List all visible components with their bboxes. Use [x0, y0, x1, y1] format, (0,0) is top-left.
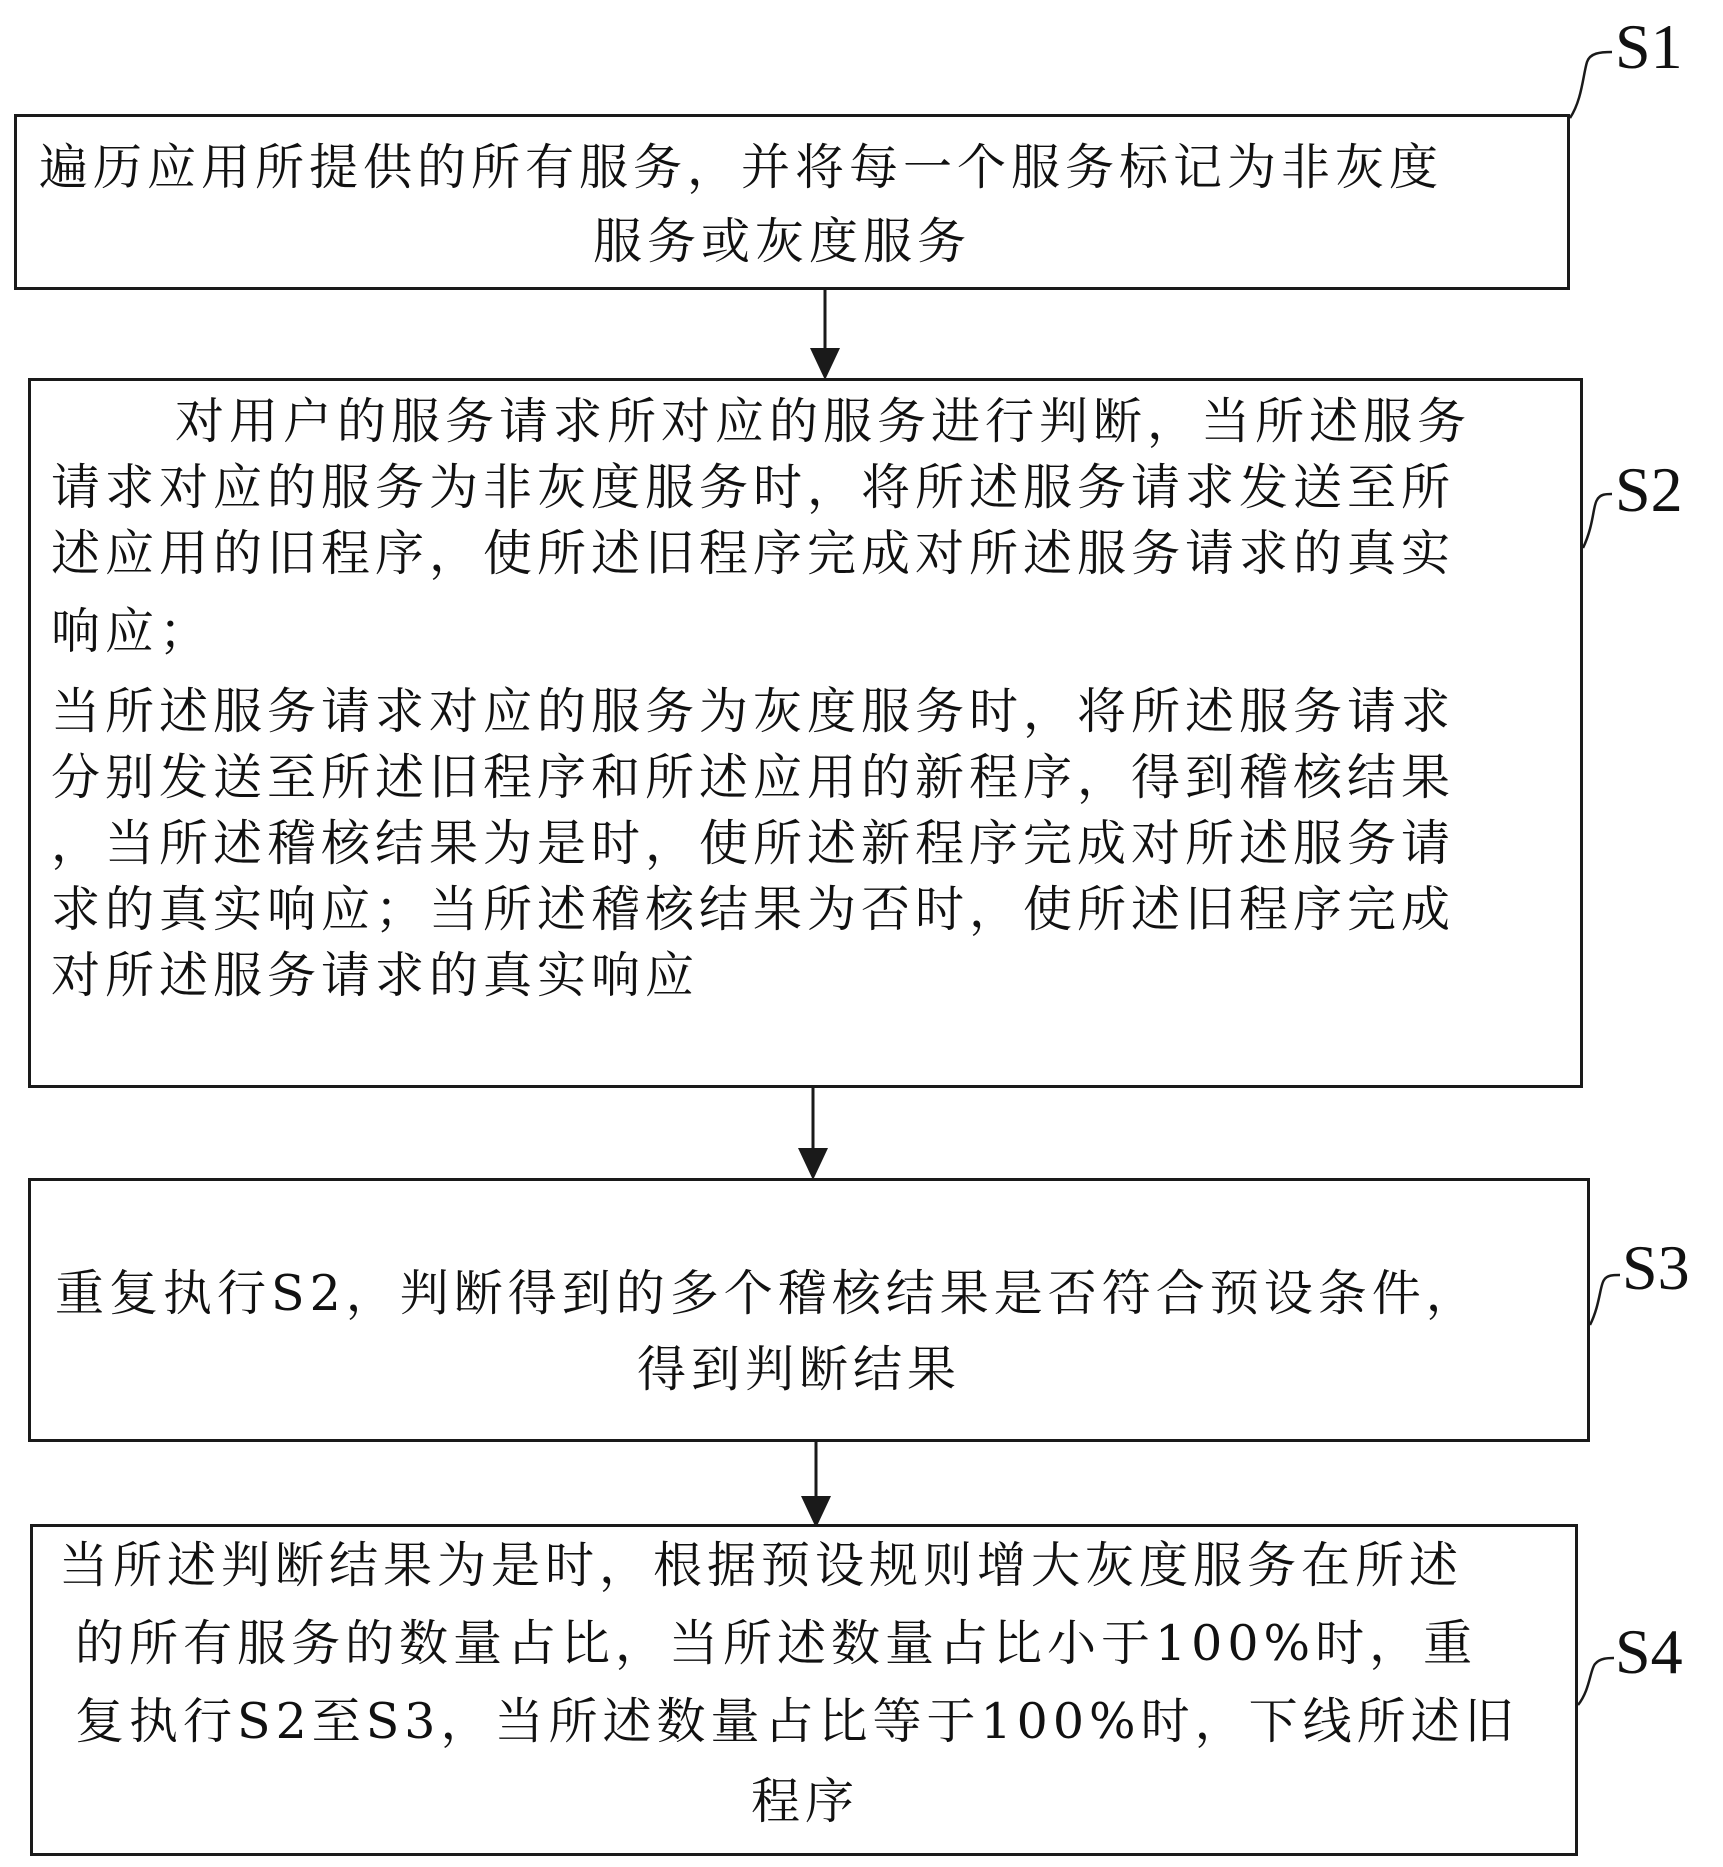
step-box-s3: [28, 1178, 1590, 1442]
step-box-s2: [28, 378, 1583, 1088]
step-s2-text-line-2: 请求对应的服务为非灰度服务时，将所述服务请求发送至所: [51, 459, 1456, 516]
step-s3-text-line-2: 得到判断结果: [637, 1341, 962, 1398]
arrow-s3-to-s4: [801, 1442, 831, 1528]
step-box-s1: [14, 114, 1570, 290]
step-s2-text-line-1: 对用户的服务请求所对应的服务进行判断，当所述服务: [175, 393, 1472, 450]
step-s4-text-line-3: 复执行S2至S3，当所述数量占比等于100%时，下线所述旧: [75, 1693, 1519, 1750]
step-s2-text-line-6: 分别发送至所述旧程序和所述应用的新程序，得到稽核结果: [51, 749, 1456, 806]
step-s2-text-line-7: ，当所述稽核结果为是时，使所述新程序完成对所述服务请: [51, 815, 1456, 872]
leader-s1: [1570, 52, 1612, 118]
step-s1-text-line-1: 遍历应用所提供的所有服务，并将每一个服务标记为非灰度: [39, 139, 1444, 196]
step-label-s4: S4: [1615, 1616, 1683, 1687]
step-s4-text-line-2: 的所有服务的数量占比，当所述数量占比小于100%时，重: [75, 1615, 1478, 1672]
step-s4-text-line-4: 程序: [751, 1773, 860, 1830]
step-s2-text-line-3: 述应用的旧程序，使所述旧程序完成对所述服务请求的真实: [51, 525, 1456, 582]
leader-s3: [1590, 1275, 1620, 1325]
arrow-s2-to-s3: [798, 1088, 828, 1180]
step-s4-text-line-1: 当所述判断结果为是时，根据预设规则增大灰度服务在所述: [59, 1537, 1464, 1594]
step-label-s2: S2: [1615, 454, 1683, 525]
step-s1-text-line-2: 服务或灰度服务: [593, 213, 972, 270]
step-s2-text-line-9: 对所述服务请求的真实响应: [51, 947, 700, 1004]
step-s3-text-line-1: 重复执行S2，判断得到的多个稽核结果是否符合预设条件，: [55, 1265, 1480, 1322]
leader-s4: [1578, 1658, 1614, 1705]
step-label-s3: S3: [1622, 1232, 1690, 1303]
step-s2-text-line-5: 当所述服务请求对应的服务为灰度服务时，将所述服务请求: [51, 683, 1456, 740]
step-s2-text-line-8: 求的真实响应；当所述稽核结果为否时，使所述旧程序完成: [51, 881, 1456, 938]
step-label-s1: S1: [1615, 11, 1683, 82]
step-s2-text-line-4: 响应；: [51, 603, 214, 660]
leader-s2: [1583, 494, 1612, 548]
arrow-s1-to-s2: [810, 290, 840, 380]
step-box-s4: [30, 1524, 1578, 1856]
